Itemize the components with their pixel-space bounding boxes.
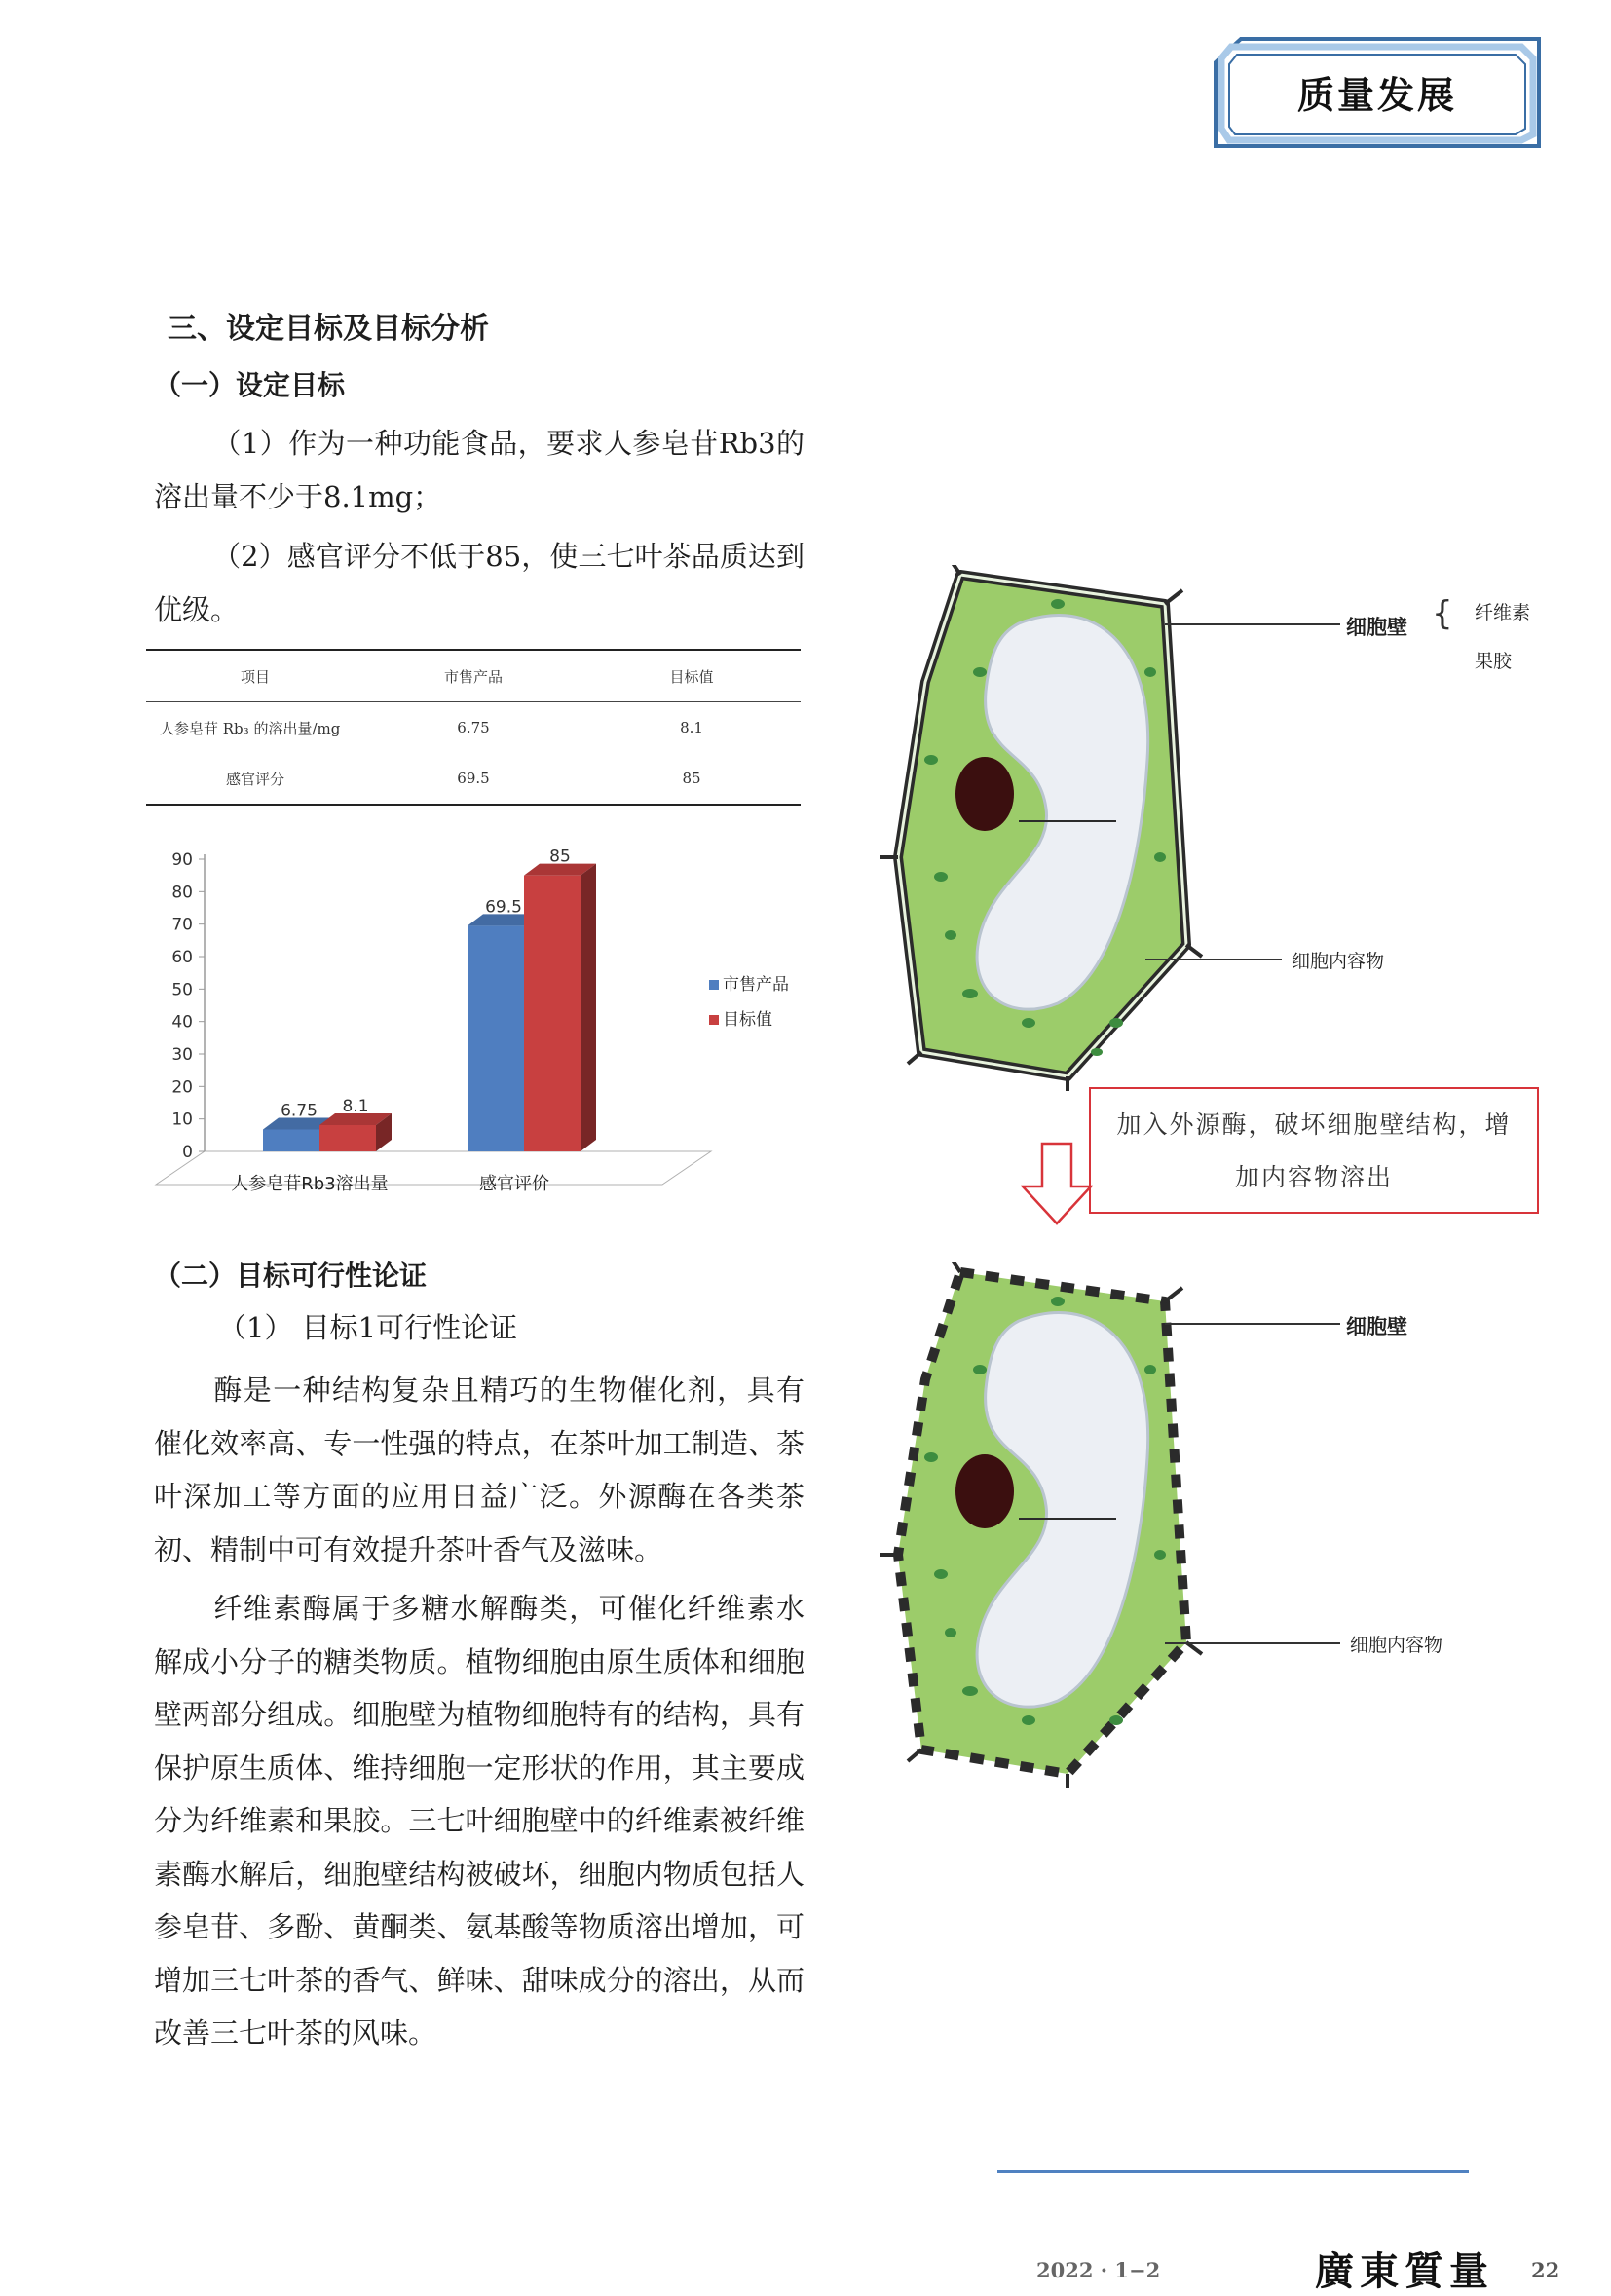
goal-1 — [154, 417, 805, 523]
magazine-logo: 廣東質量 — [1315, 2248, 1494, 2294]
table-header: 市售产品 — [443, 667, 503, 686]
chart-data-label: 85 — [549, 847, 571, 867]
chart-y-tick-label: 60 — [171, 948, 193, 967]
paragraph-enzyme — [154, 1364, 805, 1576]
table-cell: 感官评分 — [225, 770, 284, 788]
table-cell: 6.75 — [457, 719, 490, 736]
chart-y-tick-label: 50 — [171, 980, 193, 1000]
section-badge — [1212, 33, 1543, 150]
label-cell-wall-2: 细胞壁 — [1346, 1315, 1407, 1338]
footer-rule — [997, 2170, 1469, 2173]
chart-y-tick-label: 20 — [171, 1077, 193, 1098]
down-arrow-icon — [1021, 1142, 1093, 1225]
goal-2-text: （2）感官评分不低于85，使三七叶茶品质达到优级。 — [154, 540, 805, 626]
chart-bar-side — [581, 864, 596, 1151]
chart-x-label: 感官评价 — [479, 1174, 549, 1194]
chart-y-tick-label: 80 — [171, 883, 193, 903]
badge-title: 质量发展 — [1296, 73, 1457, 117]
chart-bar — [319, 1125, 376, 1151]
label-pectin: 果胶 — [1475, 651, 1513, 672]
chart-y-tick-label: 70 — [171, 915, 193, 935]
chart-legend-label: 市售产品 — [723, 975, 789, 995]
table-header-row — [146, 650, 801, 702]
label-cell-wall: 细胞壁 — [1346, 616, 1407, 639]
label-cellulose: 纤维素 — [1475, 602, 1531, 623]
brace-icon: { — [1432, 594, 1453, 633]
chart-y-tick-label: 90 — [171, 850, 193, 870]
label-cell-contents-2: 细胞内容物 — [1350, 1635, 1443, 1656]
chart-y-tick-label: 30 — [171, 1045, 193, 1065]
leader-line-contents-2 — [1165, 1642, 1340, 1644]
chart-data-label: 6.75 — [281, 1101, 318, 1121]
table-row — [146, 702, 801, 754]
chart-bar — [468, 925, 524, 1151]
chart-y-tick-label: 40 — [171, 1012, 193, 1033]
label-cell-contents: 细胞内容物 — [1292, 951, 1385, 972]
table-row — [146, 753, 801, 805]
table-cell: 85 — [682, 770, 701, 787]
goal-2 — [154, 530, 805, 636]
chart-bar — [263, 1130, 319, 1152]
goal-1-text: （1）作为一种功能食品，要求人参皂苷Rb3的溶出量不少于8.1mg； — [154, 427, 805, 513]
section-title: 三、设定目标及目标分析 — [168, 312, 489, 346]
paragraph-cellulase — [154, 1582, 805, 2060]
comparison-bar-chart — [146, 844, 808, 1204]
damaged-cell-diagram — [873, 1262, 1204, 1788]
table-cell: 69.5 — [457, 770, 490, 787]
subsection-item-text: （1） 目标1可行性论证 — [218, 1311, 518, 1344]
chart-bar — [524, 876, 581, 1151]
leader-line-wall — [1165, 623, 1340, 625]
chart-data-label: 69.5 — [485, 897, 522, 918]
table-cell: 人参皂苷 Rb₃ 的溶出量/mg — [160, 719, 341, 737]
issue-date: 2022 · 1−2 — [1036, 2258, 1161, 2282]
table-cell: 8.1 — [680, 719, 703, 736]
chart-legend-swatch — [709, 1015, 719, 1025]
goal-table — [146, 649, 801, 806]
table-header: 项目 — [240, 667, 270, 686]
subsection-item — [154, 1301, 805, 1355]
intact-cell-diagram — [873, 565, 1204, 1091]
chart-legend-label: 目标值 — [723, 1010, 772, 1030]
chart-data-label: 8.1 — [342, 1097, 369, 1116]
subsection-title-2: （二）目标可行性论证 — [154, 1260, 428, 1292]
page-number: 22 — [1531, 2258, 1560, 2282]
subsection-title-1: （一）设定目标 — [154, 369, 346, 401]
chart-legend-swatch — [709, 980, 719, 990]
chart-y-tick-label: 0 — [182, 1143, 193, 1162]
paragraph-enzyme-text: 酶是一种结构复杂且精巧的生物催化剂，具有催化效率高、专一性强的特点，在茶叶加工制造、茶叶深加工等方面的应用日益广泛。外源酶在各类茶初、精制中可有效提升茶叶香气及滋味。 — [154, 1374, 805, 1566]
paragraph-cellulase-text: 纤维素酶属于多糖水解酶类，可催化纤维素水解成小分子的糖类物质。植物细胞由原生质体和细胞壁两部分组成。细胞壁为植物细胞特有的结构，具有保护原生质体、维持细胞一定形状的作用，其主要成分为纤维素和果胶。三七叶细胞壁中的纤维素被纤维素酶水解后，细胞壁结构被破坏，细胞内物质包括人参皂苷、多酚、黄酮类、氨基酸等物质溶出增加，可增加三七叶茶的香气、鲜味、甜味成分的溶出，从而改善三七叶茶的风味。 — [154, 1592, 805, 2050]
leader-line-wall-2 — [1165, 1323, 1340, 1325]
chart-x-label: 人参皂苷Rb3溶出量 — [231, 1174, 389, 1194]
enzyme-note-box: 加入外源酶，破坏细胞壁结构，增加内容物溶出 — [1089, 1087, 1539, 1214]
chart-y-tick-label: 10 — [171, 1110, 193, 1130]
leader-line-contents — [1145, 959, 1282, 960]
table-header: 目标值 — [669, 667, 714, 686]
